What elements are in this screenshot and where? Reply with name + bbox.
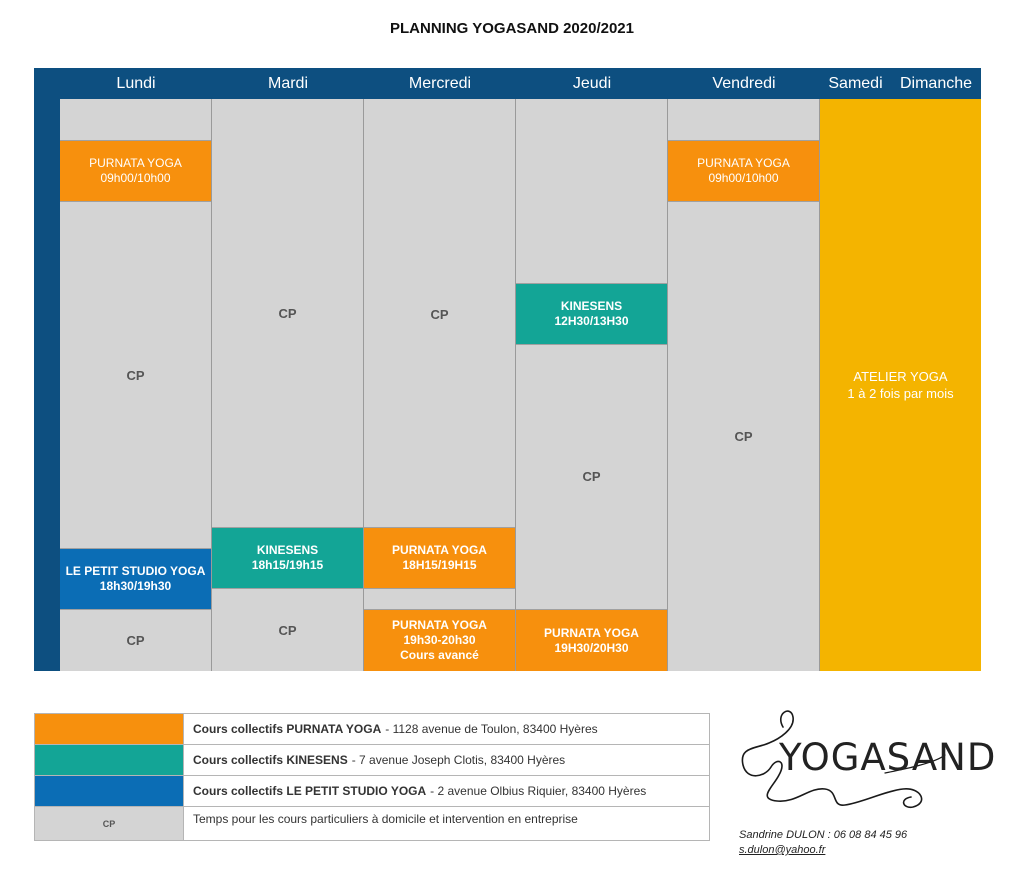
legend-swatch-kinesens <box>35 745 184 775</box>
header-mercredi: Mercredi <box>364 68 517 99</box>
class-time: 12H30/13H30 <box>554 314 629 328</box>
class-time: 09h00/10h00 <box>100 171 171 185</box>
legend-row <box>35 714 709 745</box>
legend-address: - 7 avenue Joseph Clotis, 83400 Hyères <box>351 753 566 767</box>
legend-row <box>35 807 709 840</box>
column-jeudi <box>516 99 668 671</box>
schedule-grid <box>34 68 981 671</box>
logo-text: YOGASAND <box>779 736 997 779</box>
legend-label: Cours collectifs KINESENS <box>193 753 348 767</box>
legend-address: - 2 avenue Olbius Riquier, 83400 Hyères <box>430 784 647 798</box>
class-note: Cours avancé <box>400 648 479 662</box>
column-mardi <box>212 99 364 671</box>
legend-table <box>34 713 710 841</box>
cp-label: CP <box>126 368 145 383</box>
class-time: 19h30-20h30 <box>403 633 476 647</box>
class-time: 19H30/20H30 <box>554 640 629 655</box>
class-block-kinesens <box>212 527 363 589</box>
class-block-petit-studio <box>60 548 211 610</box>
column-mercredi <box>364 99 516 671</box>
class-block-purnata <box>516 609 667 671</box>
legend-text <box>184 807 578 840</box>
column-vendredi <box>668 99 820 671</box>
legend-text <box>184 745 565 775</box>
header-vendredi: Vendredi <box>668 68 821 99</box>
legend-text <box>184 776 646 806</box>
legend-label: Cours collectifs LE PETIT STUDIO YOGA <box>193 784 427 798</box>
cp-label: CP <box>430 307 449 322</box>
legend-address: - 1128 avenue de Toulon, 83400 Hyères <box>385 722 598 736</box>
class-block-purnata <box>60 140 211 202</box>
cp-label: CP <box>582 469 601 484</box>
header-lundi: Lundi <box>60 68 213 99</box>
legend-swatch-cp: CP <box>35 807 184 840</box>
legend-swatch-petit-studio <box>35 776 184 806</box>
class-block-purnata <box>668 140 819 202</box>
class-time: 18h30/19h30 <box>99 579 172 593</box>
header-dimanche: Dimanche <box>891 68 981 99</box>
class-time: 09h00/10h00 <box>708 171 779 185</box>
legend-description: Temps pour les cours particuliers à domicile et intervention en entreprise <box>193 812 578 826</box>
cp-label: CP <box>126 633 145 648</box>
cp-label: CP <box>734 429 753 444</box>
class-block-purnata <box>364 527 515 589</box>
class-name: PURNATA YOGA <box>89 156 182 170</box>
header-samedi: Samedi <box>820 68 892 99</box>
class-time: 18H15/19H15 <box>402 558 477 572</box>
class-time: 18h15/19h15 <box>251 558 324 572</box>
class-name: LE PETIT STUDIO YOGA <box>65 564 206 578</box>
class-detail: 1 à 2 fois par mois <box>847 386 954 401</box>
yogasand-logo <box>735 703 997 813</box>
header-mardi: Mardi <box>212 68 365 99</box>
class-block-kinesens <box>516 283 667 345</box>
legend-row <box>35 776 709 807</box>
class-name: PURNATA YOGA <box>544 625 639 640</box>
class-name: KINESENS <box>256 543 319 557</box>
column-weekend <box>820 99 981 671</box>
class-block-purnata-advanced <box>364 609 515 671</box>
legend-swatch-purnata <box>35 714 184 744</box>
class-block-atelier <box>820 99 981 671</box>
page-title: PLANNING YOGASAND 2020/2021 <box>390 20 634 37</box>
legend-text <box>184 714 598 744</box>
contact-phone: Sandrine DULON : 06 08 84 45 96 <box>739 829 908 841</box>
class-name: PURNATA YOGA <box>697 156 790 170</box>
class-name: PURNATA YOGA <box>392 618 487 632</box>
legend-label: Cours collectifs PURNATA YOGA <box>193 722 382 736</box>
contact-info <box>739 828 907 858</box>
column-lundi <box>60 99 212 671</box>
schedule-rail <box>34 68 60 671</box>
header-jeudi: Jeudi <box>516 68 669 99</box>
contact-email[interactable]: s.dulon@yahoo.fr <box>739 844 826 856</box>
class-name: PURNATA YOGA <box>392 543 487 557</box>
cp-label: CP <box>278 623 297 638</box>
class-name: ATELIER YOGA <box>853 369 948 384</box>
class-name: KINESENS <box>560 299 623 313</box>
cp-label: CP <box>278 306 297 321</box>
legend-row <box>35 745 709 776</box>
